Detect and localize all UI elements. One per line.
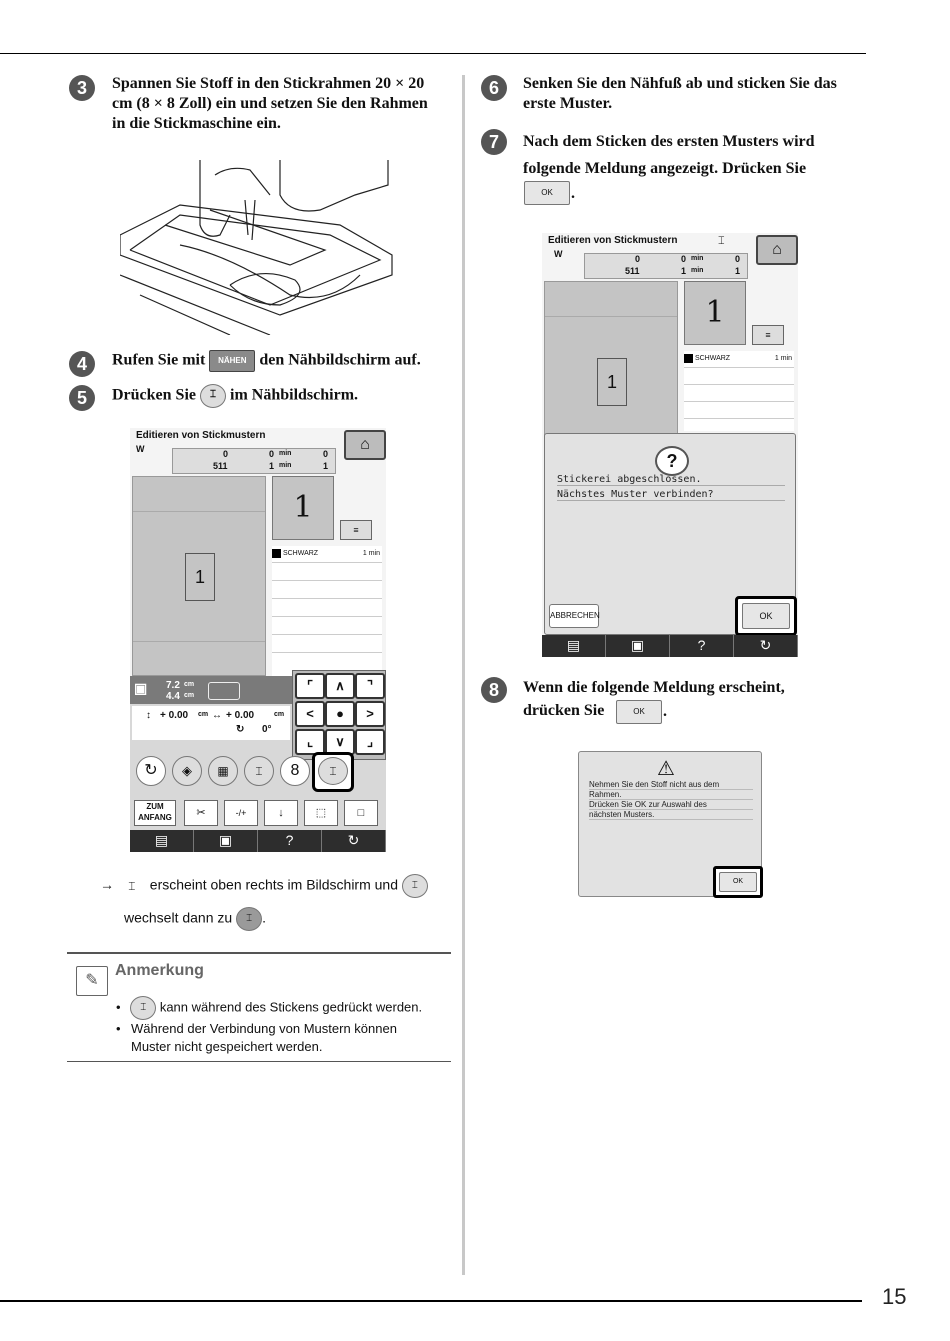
- color-name: SCHWARZ: [282, 550, 319, 557]
- result-line-1: [100, 874, 428, 898]
- rotate-icon[interactable]: ↻: [136, 756, 166, 786]
- screen-title: Editieren von Stickmustern: [136, 430, 266, 441]
- result-line-2: [124, 907, 266, 931]
- top-rule: [0, 53, 866, 54]
- connect-pattern-active-icon: ⌶: [236, 907, 262, 931]
- color-time: 1 min: [774, 355, 792, 362]
- ok-button[interactable]: OK: [719, 872, 757, 892]
- eight-button[interactable]: 8: [280, 756, 310, 786]
- note-top-rule: [67, 952, 451, 954]
- status-bar: [584, 253, 748, 279]
- step-4-post: den Nähbildschirm auf.: [259, 351, 421, 369]
- screen-edit-embroidery: [130, 428, 386, 852]
- connect-indicator-icon: ⌶: [128, 878, 136, 893]
- color-list: [272, 546, 382, 676]
- dialog-line-2: Nächstes Muster verbinden?: [557, 489, 785, 501]
- page-number: 15: [882, 1284, 907, 1309]
- result-end: .: [262, 909, 266, 926]
- color-count-top: 0: [735, 254, 741, 264]
- step-5-pre: Drücken Sie: [112, 386, 196, 404]
- trial-icon[interactable]: ⬚: [304, 800, 338, 826]
- thread-color-icon[interactable]: ≡: [340, 520, 372, 540]
- ok-button-highlight: [735, 596, 797, 636]
- color-count-total: 1: [323, 461, 329, 471]
- thread-color-icon[interactable]: ≡: [752, 325, 784, 345]
- color-time: 1 min: [362, 550, 380, 557]
- pattern-preview: 1: [597, 358, 627, 406]
- note-title: Anmerkung: [115, 962, 204, 979]
- arrow-up-right-icon[interactable]: ⌝: [355, 673, 385, 699]
- step-8-badge: 8: [481, 677, 507, 703]
- step-7-text: Nach dem Sticken des ersten Musters wird folgende Meldung angezeigt. Drücken Sie: [523, 133, 815, 177]
- color-count-total: 1: [735, 266, 741, 276]
- edit-panel: [130, 676, 386, 852]
- dialog3-line-3: Drücken Sie OK zur Auswahl des: [589, 800, 753, 810]
- position-info: ↕ + 0.00 cm ↔ + 0.00 cm ↻ 0°: [132, 706, 290, 740]
- result-arrow: →: [100, 876, 114, 893]
- time-total: 1: [269, 461, 275, 471]
- size-info: [130, 676, 292, 704]
- note-item-1: • ⌶ kann während des Stickens gedrückt werden.: [116, 996, 422, 1020]
- stitch-count-top: 0: [223, 449, 229, 459]
- zum-anfang-button[interactable]: ZUM ANFANG: [134, 800, 176, 826]
- embroidery-preview-area: [132, 476, 266, 676]
- step-3-badge: 3: [69, 75, 95, 101]
- position-horizontal: + 0.00: [226, 710, 255, 721]
- dialog-line-1: Stickerei abgeschlossen.: [557, 474, 785, 486]
- screen-title: Editieren von Stickmustern: [548, 235, 678, 246]
- spool-icon[interactable]: ⌶: [244, 756, 274, 786]
- bottom-rule: [0, 1300, 862, 1302]
- help-button[interactable]: ?: [258, 830, 322, 852]
- time-total-unit: min: [691, 267, 704, 274]
- foot-label: W: [136, 444, 145, 454]
- note-item-2-line-1: Während der Verbindung von Mustern können: [131, 1021, 397, 1036]
- pattern-thumbnail: 1: [272, 476, 334, 540]
- finished-dialog: [544, 433, 796, 635]
- step-8-text: Wenn die folgende Meldung erscheint, drücken Sie: [523, 679, 785, 719]
- remove-fabric-dialog: [578, 751, 762, 897]
- center-icon[interactable]: ●: [325, 701, 355, 727]
- help-button[interactable]: ?: [670, 635, 734, 657]
- page-icon[interactable]: ▤: [542, 635, 606, 657]
- multi-pattern-icon[interactable]: [208, 682, 240, 700]
- result-post: wechselt dann zu: [124, 909, 233, 926]
- warning-icon: ⚠: [657, 758, 675, 780]
- dialog3-line-2: Rahmen.: [589, 790, 753, 800]
- color-count-top: 0: [323, 449, 329, 459]
- connect-pattern-icon[interactable]: ⌶: [200, 384, 226, 408]
- dialog3-line-1: Nehmen Sie den Stoff nicht aus dem: [589, 780, 753, 790]
- step-3-text: Spannen Sie Stoff in den Stickrahmen 20 × 20 cm (8 × 8 Zoll) ein und setzen Sie den Rahmen in die Stickmaschine ein.: [112, 75, 428, 132]
- bottom-toolbar: [130, 830, 386, 852]
- dialog3-line-4: nächsten Musters.: [589, 810, 753, 820]
- step-8-post: .: [663, 703, 667, 720]
- foot-label: W: [554, 249, 563, 259]
- note-item-2-line-2: Muster nicht gespeichert werden.: [131, 1039, 323, 1054]
- time-total-unit: min: [279, 462, 292, 469]
- time-top: 0: [269, 449, 275, 459]
- step-6-text: Senken Sie den Nähfuß ab und sticken Sie das erste Muster.: [523, 75, 837, 112]
- step-5-text: [112, 384, 452, 408]
- note-bottom-rule: [67, 1061, 451, 1062]
- rotation-angle: 0°: [262, 724, 272, 735]
- screen-embroidery-finished: [542, 233, 798, 657]
- step-6-badge: 6: [481, 75, 507, 101]
- note-item-2: • Während der Verbindung von Mustern können Muster nicht gespeichert werden.: [116, 1021, 397, 1054]
- needle-position-icon[interactable]: ↓: [264, 800, 298, 826]
- stitch-count-total: 511: [625, 266, 640, 276]
- ok-button-inline[interactable]: OK: [616, 700, 662, 724]
- bottom-toolbar: [542, 635, 798, 657]
- arrow-down-right-icon[interactable]: ⌟: [355, 729, 385, 755]
- time-total: 1: [681, 266, 687, 276]
- note-item-1-text: kann während des Stickens gedrückt werden.: [159, 999, 423, 1015]
- ok-button[interactable]: OK: [742, 603, 790, 629]
- note-book-icon: ✎: [76, 966, 108, 996]
- ok-button-inline[interactable]: OK: [524, 181, 570, 205]
- shield-icon[interactable]: ◈: [172, 756, 202, 786]
- arrow-down-left-icon[interactable]: ⌞: [295, 729, 325, 755]
- time-top-unit: min: [279, 450, 292, 457]
- status-bar: [172, 448, 336, 474]
- position-vertical-unit: cm: [198, 711, 209, 718]
- time-top-unit: min: [691, 255, 704, 262]
- color-list-item: [684, 351, 794, 368]
- size-width-unit: cm: [184, 681, 195, 688]
- rotate-small-icon: ↻: [236, 724, 245, 735]
- position-vertical: + 0.00: [160, 710, 189, 721]
- home-icon[interactable]: ⌂: [344, 430, 386, 460]
- connect-pattern-button-highlight[interactable]: [312, 752, 354, 792]
- home-icon[interactable]: ⌂: [756, 235, 798, 265]
- stitch-count-total: 511: [213, 461, 228, 471]
- column-divider: [462, 75, 465, 1275]
- size-height: 4.4: [166, 691, 180, 702]
- arrow-up-icon[interactable]: ∧: [325, 673, 355, 699]
- size-icon: ▣: [134, 680, 148, 696]
- pattern-thumbnail: 1: [684, 281, 746, 345]
- question-icon: ?: [655, 446, 689, 476]
- ok-button-highlight: [713, 866, 763, 898]
- connect-pattern-icon: ⌶: [318, 757, 348, 785]
- sewing-machine-icon[interactable]: ▣: [194, 830, 258, 852]
- size-width: 7.2: [166, 680, 180, 691]
- pattern-preview: 1: [185, 553, 215, 601]
- naehen-button[interactable]: NÄHEN: [209, 350, 255, 372]
- connect-indicator-icon: ⌶: [718, 235, 725, 247]
- color-name: SCHWARZ: [694, 355, 731, 362]
- density-icon[interactable]: ▦: [208, 756, 238, 786]
- step-4-pre: Rufen Sie mit: [112, 351, 206, 369]
- color-list: [684, 351, 794, 431]
- arrow-down-icon[interactable]: ∨: [325, 729, 355, 755]
- result-pre: erscheint oben rechts im Bildschirm und: [149, 876, 399, 893]
- position-horizontal-unit: cm: [274, 711, 285, 718]
- stitch-step-icon[interactable]: -/+: [224, 800, 258, 826]
- connect-pattern-icon: ⌶: [130, 996, 156, 1020]
- settings-icon[interactable]: ↻: [322, 830, 386, 852]
- sewing-machine-icon[interactable]: ▣: [606, 635, 670, 657]
- step-7-badge: 7: [481, 129, 507, 155]
- arrow-right-icon[interactable]: >: [355, 701, 385, 727]
- color-list-item: [272, 546, 382, 563]
- cancel-button[interactable]: ABBRECHEN: [549, 604, 599, 628]
- arrow-pad: [292, 670, 386, 760]
- page-icon[interactable]: ▤: [130, 830, 194, 852]
- embroidery-machine-illustration: [120, 155, 394, 335]
- connect-pattern-icon: ⌶: [402, 874, 428, 898]
- step-7-post: .: [571, 185, 575, 202]
- cut-icon[interactable]: ✂: [184, 800, 218, 826]
- step-4-badge: 4: [69, 351, 95, 377]
- arrow-up-left-icon[interactable]: ⌜: [295, 673, 325, 699]
- time-top: 0: [681, 254, 687, 264]
- settings-icon[interactable]: ↻: [734, 635, 798, 657]
- stitch-count-top: 0: [635, 254, 641, 264]
- arrow-left-icon[interactable]: <: [295, 701, 325, 727]
- step-4-text: [112, 350, 452, 372]
- step-5-post: im Nähbildschirm.: [230, 386, 359, 404]
- size-height-unit: cm: [184, 692, 195, 699]
- frame-icon[interactable]: □: [344, 800, 378, 826]
- step-5-badge: 5: [69, 385, 95, 411]
